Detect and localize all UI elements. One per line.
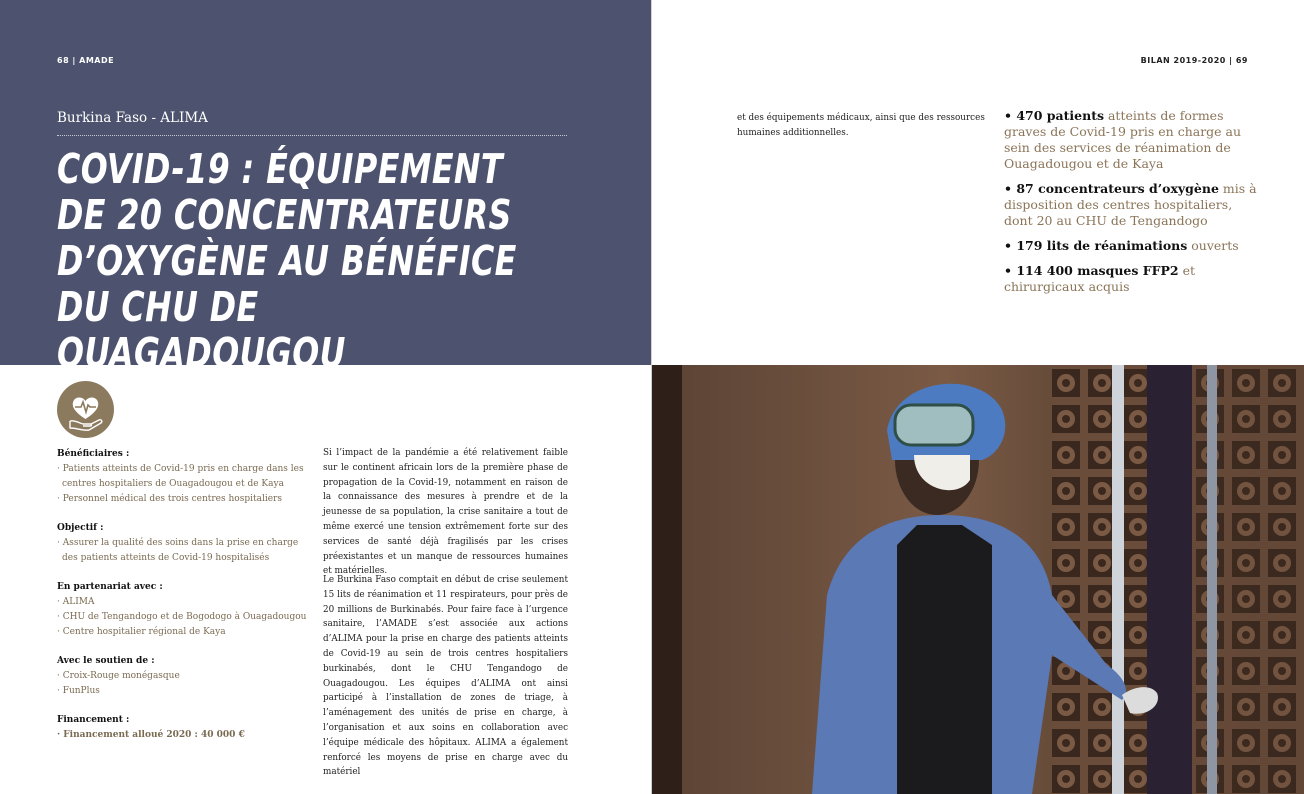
partenariat-heading: En partenariat avec : [57,582,163,592]
list-item: · FunPlus [57,686,100,696]
kicker: Burkina Faso - ALIMA [57,110,208,126]
partenariat-group [57,580,307,640]
stat-label: ouverts [1187,238,1239,253]
body-paragraph-2: Le Burkina Faso comptait en début de crise seulement 15 lits de réanimation et 11 respirateurs, pour près de 20 millions de Burkinabés. Pour faire face à l’urgence sanitaire, l’AMADE s’est associée aux actions d’ALIMA pour la prise en charge des patients atteints de Covid-19 au sein de trois centres hospitaliers burkinabés, dont le CHU Tengandogo de Ouagadougou. Les équipes d’ALIMA ont ainsi participé à l’installation de zones de triage, à l’aménagement des unités de prise en charge, à l’organisation et aux soins en collaboration avec l’équipe médicale des hôpitaux. ALIMA a également renforcé les moyens de prise en charge avec du matériel [323,575,568,778]
list-item: · Assurer la qualité des soins dans la prise en charge des patients atteints de Covid-19 hospitalisés [57,538,299,563]
financement-group [57,713,307,743]
objectif-group [57,521,307,566]
beneficiaires-heading: Bénéficiaires : [57,449,130,459]
list-item: · Centre hospitalier régional de Kaya [57,627,226,637]
dotted-divider [57,135,567,136]
objectif-heading: Objectif : [57,523,104,533]
stat-figure: • 114 400 masques FFP2 [1004,263,1179,278]
project-info-sidebar [57,447,307,757]
body-paragraph-3: et des équipements médicaux, ainsi que des ressources humaines additionnelles. [737,113,985,138]
stat-label: atteints de formes graves de Covid-19 pris en charge au sein des services de réanimation de Ouagadougou et de Kaya [1004,108,1242,171]
stat-item [1004,108,1259,172]
stat-figure: • 470 patients [1004,108,1104,123]
stat-item [1004,238,1259,254]
page-title: COVID-19 : ÉQUIPEMENT DE 20 CONCENTRATEURS D’OXYGÈNE AU BÉNÉFICE DU CHU DE OUAGADOUGOU [57,145,517,377]
stat-figure: • 87 concentrateurs d’oxygène [1004,181,1219,196]
soutien-heading: Avec le soutien de : [57,656,155,666]
folio-left: 68 | AMADE [57,56,115,65]
list-item: · Croix-Rouge monégasque [57,671,180,681]
list-item: · CHU de Tengandogo et de Bogodogo à Ouagadougou [57,612,307,622]
financement-heading: Financement : [57,715,130,725]
health-worker-photo [652,365,1304,794]
heart-hand-icon [57,381,114,438]
list-item: · ALIMA [57,597,95,607]
list-item: · Patients atteints de Covid-19 pris en charge dans les centres hospitaliers de Ouagadougou et de Kaya [57,464,304,489]
stat-item [1004,263,1259,295]
list-item: · Financement alloué 2020 : 40 000 € [57,730,245,740]
stat-item [1004,181,1259,229]
key-figures [1004,108,1259,304]
stat-label: et chirurgicaux acquis [1004,263,1196,294]
soutien-group [57,654,307,699]
folio-right: BILAN 2019-2020 | 69 [1140,56,1248,65]
stat-figure: • 179 lits de réanimations [1004,238,1188,253]
list-item: · Personnel médical des trois centres hospitaliers [57,494,282,504]
stat-label: mis à disposition des centres hospitaliers, dont 20 au CHU de Tengandogo [1004,181,1257,228]
body-paragraph-1: Si l’impact de la pandémie a été relativement faible sur le continent africain lors de la première phase de propagation de la Covid-19, notamment en raison de la connaissance des mesures à prendre et de la jeunesse de sa population, la crise sanitaire a tout de même exercé une tension extrêmement forte sur des services de santé déjà fragilisés par les crises préexistantes et un manque de ressources humaines et matérielles. [323,448,568,577]
beneficiaires-group [57,447,307,507]
